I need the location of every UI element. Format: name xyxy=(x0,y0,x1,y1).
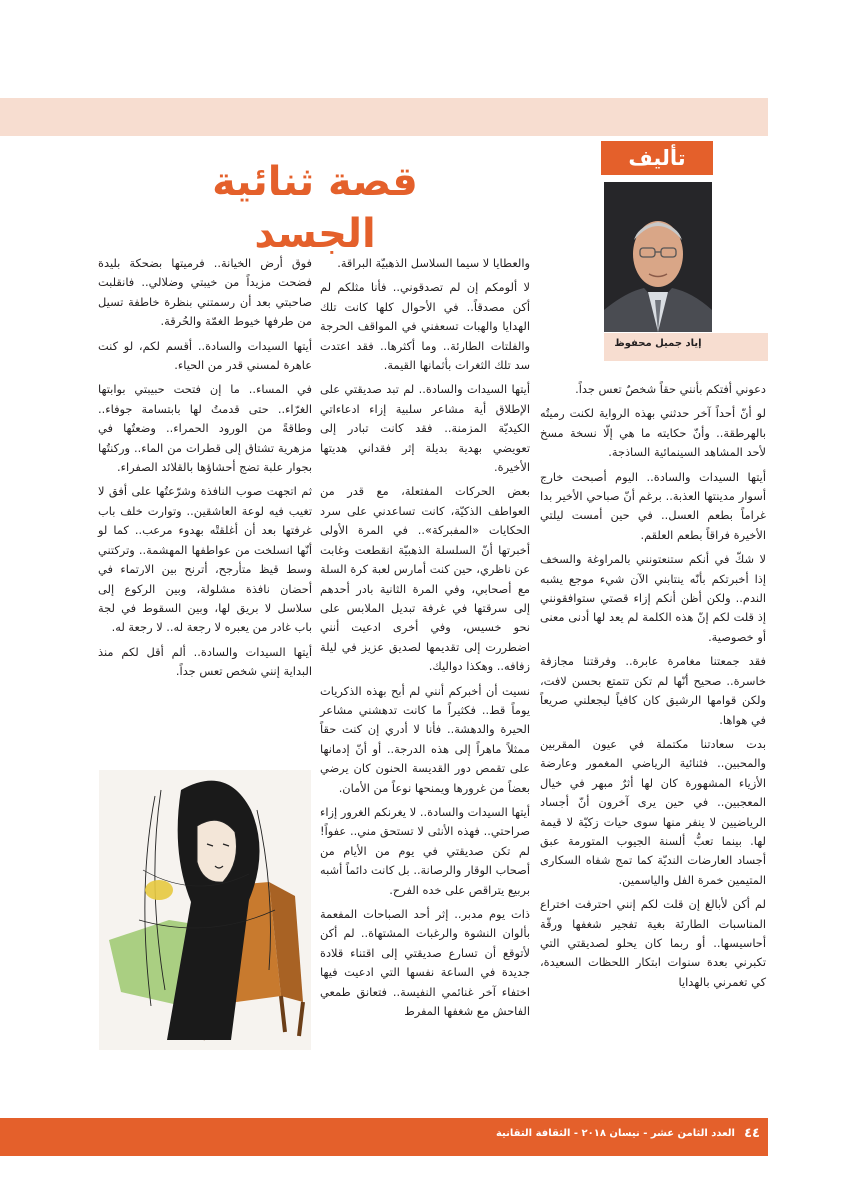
paragraph: أيتها السيدات والسادة.. لا يغرنكم الغرور إزاء صراحتي.. فهذه الأنثى لا تستحق مني.. عفواً! لم تكن صديقتي في يوم من الأيام من أصحاب الوقار والرصانة.. بل كانت دائماً أشبه بربيع يتراقص على خده الفرح. xyxy=(320,804,530,897)
author-photo xyxy=(604,182,712,332)
woman-sketch-image xyxy=(99,770,311,1050)
paragraph: فوق أرض الخيانة.. فرميتها بضحكة بليدة فضحت مزيداً من خيبتي وضلالي.. فانقلبت صاحبتي بعد أن رسمتني بنظرة خاطفة تسيل من طرفها خيوط الغمّة والحُرقة. xyxy=(98,256,312,329)
paragraph: ثم اتجهت صوب النافذة وشرّعتُها على أفق لا تغيب فيه لوعة العاشقين.. وتوارت خلف باب غرفتها بعد أن أغلقتْه بهدوء مرعب.. كما لو أنّها انسلخت من عواطفها المهشمة.. وتركتني وسط قيظ متأرجح، أترنح بين الارتماء في أحضان نافذة مشلولة، وبين الركوع إلى سلاسل لا بريق لها، وبين السقوط في لجة باب غادر من يعبره لا رجعة له.. لا رجعة له. xyxy=(98,484,312,635)
article-column-middle xyxy=(320,254,530,1026)
paragraph: نسيت أن أخبركم أنني لم أبح بهذه الذكريات يوماً قط.. فكثيراً ما كانت تدهشني مشاعر الحيرة والدهشة.. فأنا لا أدري إن كنت حقاً ممثلاً ماهراً إلى هذه الدرجة.. أو أنّ إدمانها على تقمص دور القديسة الحنون كان يرضي بعضاً من غرورها ويمنحها نوعاً من الأمان. xyxy=(320,683,530,795)
paragraph: لا شكّ في أنكم ستنعتونني بالمراوغة والسخف إذا أخبرتكم بأنّه ينتابني الآن شيء موجع يشبه الندم.. ولكن أظن أنكم إزاء قصتي ستوافقونني إذ قلت لكم إنّ هذه الكلمة لم يعد لها أدنى معنى أو خصوصية. xyxy=(540,552,766,644)
author-name: إياد جميل محفوظ xyxy=(614,338,702,349)
section-category-tab: تأليف xyxy=(601,141,713,175)
paragraph: أيتها السيدات والسادة.. لم تبد صديقتي على الإطلاق أية مشاعر سلبية إزاء ادعاءاتي الكيديّة المزمنة.. فقد كانت تبادر إلى تعويضي بهدية بديلة إثر فقداني هديتها الأخيرة. xyxy=(320,382,530,475)
paragraph: والعطايا لا سيما السلاسل الذهبيّة البراقة. xyxy=(337,256,530,270)
paragraph: لا ألومكم إن لم تصدقوني.. فأنا مثلكم لم أكن مصدقاً.. في الأحوال كلها كانت تلك الهدايا والهبات تسعفني في المواقف الحرجة والفلتات الطارئة.. وما أكثرها.. فقد اعتدت سد تلك الثغرات بأثمانها القيمة. xyxy=(320,280,530,373)
article-illustration xyxy=(99,770,311,1050)
page-margin xyxy=(770,0,847,1182)
page-number: ٤٤ xyxy=(744,1126,760,1141)
paragraph: بعض الحركات المفتعلة، مع قدر من العواطف الذكيّة، كانت تساعدني على سرد الحكايات «المفبركة».. في المرة الأولى أخبرتها أنّ السلسلة الذهبيّة انقطعت وغابت عن ناظري، حين كنت أمارس لعبة كرة السلة مع أصحابي، وفي المرة الثانية بادر أحدهم إلى سرقتها في غرفة تبديل الملابس على نحو خسيس، وفي أخرى ادعيت أنني اضطررت إلى تقديمها لصديق عزيز في ليلة زفافه.. وهكذا دواليك. xyxy=(320,484,530,674)
header-band xyxy=(0,98,768,136)
paragraph: أيتها السيدات والسادة.. اليوم أصبحت خارج أسوار مدينتها العذبة.. برغم أنّ صباحي الأخير بدا غراماً بطعم العسل.. في حين أمست ليلتي الأخيرة فراقاً بطعم العلقم. xyxy=(540,469,766,542)
issue-info: العدد الثامن عشر - نيسان ٢٠١٨ - الثقافة التقانية xyxy=(495,1128,735,1139)
article-column-left xyxy=(98,254,312,687)
paragraph: أيتها السيدات والسادة.. ألم أقل لكم منذ البداية إنني شخص تعس جداً. xyxy=(98,644,312,679)
paragraph: في المساء.. ما إن فتحت حبيبتي بوابتها الغرّاء.. حتى قدمتُ لها بابتسامة جوفاء.. وطاقةً من الورود الحمراء.. وضعتُها في مزهرية تشتاق إلى قطرات من الماء.. وركنتُها بجوار علبة تضج أحشاؤها بالقلائد الصفراء. xyxy=(98,382,312,475)
author-portrait-image xyxy=(604,182,712,332)
paragraph: لم أكن لأبالغ إن قلت لكم إنني احترفت اختراع المناسبات الطارئة بغية تفجير شغفها ورقّة أحاسيسها.. أو ربما كان يحلو لصديقتي التي تكبرني بعدة سنوات ابتكار اللحظات السعيدة، كي تغمرني بالهدايا xyxy=(540,897,766,989)
paragraph: ذات يوم مدبر.. إثر أحد الصباحات المفعمة بألوان النشوة والرغبات المشتهاة.. لم أكن لأتوقع أن تسارع صديقتي إلى اقتناء قلادة جديدة في الساعة نفسها التي ادعيت فيها اختفاء آخر غنائمي النفيسة.. فتعانق طمعي الفاحش مع شغفها المفرط xyxy=(320,907,530,1019)
paragraph: فقد جمعتنا مغامرة عابرة.. وفرقتنا مجازفة خاسرة.. صحيح أنّها لم تكن تتمتع بحسن لافت، ولكن قوامها الرشيق كان كافياً ليجعلني صريعاً في هواها. xyxy=(540,654,766,727)
paragraph: دعوني أفتكم بأنني حقاً شخصٌ تعس جداً. xyxy=(575,382,766,396)
paragraph: لو أنّ أحداً آخر حدثني بهذه الرواية لكنت رميتُه بالهرطقة.. وأنّ حكايته ما هي إلّا نسخة مسخ لأحد المشاهد السينمائية الساذجة. xyxy=(540,406,766,460)
article-title: قصة ثنائية الجسد xyxy=(212,159,418,257)
article-column-right xyxy=(540,380,766,997)
paragraph: بدت سعادتنا مكتملة في عيون المقربين والمحبين.. فثنائية الرياضي المغمور وعارضة الأزياء المشهورة كان لها أثرٌ مبهر في خيال المعجبين.. في حين يرى آخرون أنّ أجساد الرياضيين لا ينفر منها سوى حيات زكيّة لا قيمة لها. بينما تعبُّ ألسنة الجيوب المتورمة عبق أجساد العارضات النديّة كما تمج شفاه السكارى المتيمين خمرة الفل والياسمين. xyxy=(540,736,766,887)
paragraph: أيتها السيدات والسادة.. أقسم لكم، لو كنت عاهرة لمسني قدر من الحياء. xyxy=(98,338,312,373)
